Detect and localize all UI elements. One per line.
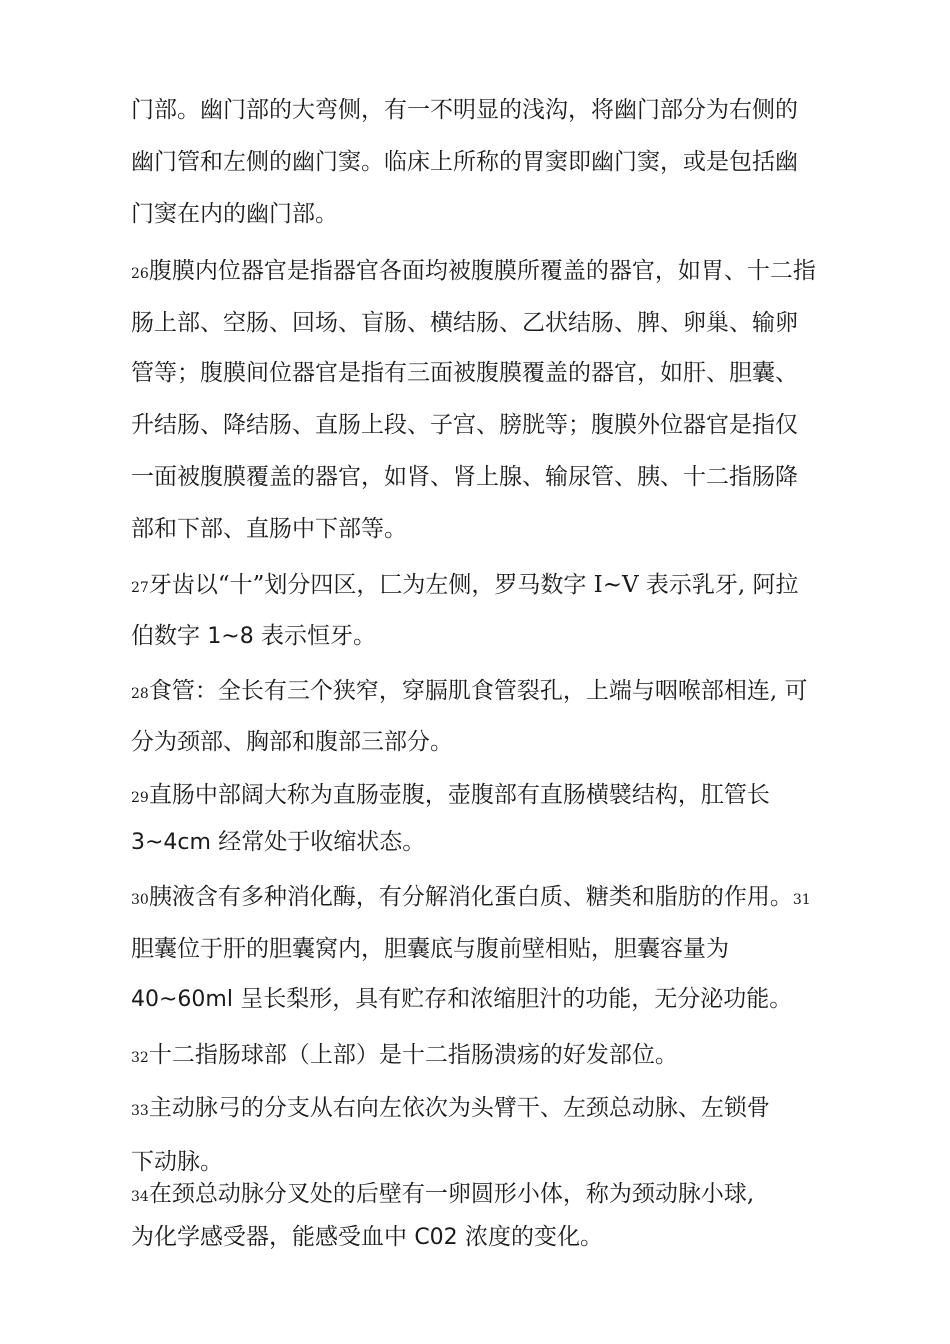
item-number: 27 [131,580,149,596]
text-line: 门部。幽门部的大弯侧，有一不明显的浅沟，将幽门部分为右侧的 [131,97,798,123]
text-line: 下动脉。 [131,1149,223,1175]
item-34-line: 34在颈总动脉分叉处的后壁有一卵圆形小体，称为颈动脉小球, [131,1181,755,1207]
item-30-line: 30胰液含有多种消化酶，有分解消化蛋白质、糖类和脂肪的作用。31 [131,884,811,910]
item-33-line: 33主动脉弓的分支从右向左依次为头臂干、左颈总动脉、左锁骨 [131,1095,770,1121]
item-number: 28 [131,686,149,702]
item-number: 30 [131,892,149,908]
text-line: 胆囊位于肝的胆囊窝内，胆囊底与腹前壁相贴，胆囊容量为 [131,936,729,962]
text-line: 管等；腹膜间位器官是指有三面被腹膜覆盖的器官，如肝、胆囊、 [131,360,798,386]
text-line: 肠上部、空肠、回场、盲肠、横结肠、乙状结肠、脾、卵巢、输卵 [131,310,798,336]
item-27-line: 27牙齿以“十”划分四区，匚为左侧，罗马数字 I~V 表示乳牙, 阿拉 [131,572,799,598]
item-number: 26 [131,266,149,282]
item-number: 32 [131,1050,149,1066]
text-line: 门窦在内的幽门部。 [131,201,338,227]
text-line: 3~4cm 经常处于收缩状态。 [131,829,426,855]
item-number: 33 [131,1103,149,1119]
item-29-line: 29直肠中部阔大称为直肠壶腹，壶腹部有直肠横襞结构，肛管长 [131,782,770,808]
text-line: 40~60ml 呈长梨形，具有贮存和浓缩胆汁的功能，无分泌功能。 [131,986,793,1012]
item-number: 29 [131,790,149,806]
item-28-line: 28食管：全长有三个狭窄，穿膈肌食管裂孔，上端与咽喉部相连, 可 [131,678,808,704]
text-line: 伯数字 1~8 表示恒牙。 [131,623,377,649]
text-line: 为化学感受器，能感受血中 C02 浓度的变化。 [131,1224,603,1250]
text-line: 分为颈部、胸部和腹部三部分。 [131,729,453,755]
item-32-line: 32十二指肠球部（上部）是十二指肠溃疡的好发部位。 [131,1042,678,1068]
text-line: 幽门管和左侧的幽门窦。临床上所称的胃窦即幽门窦，或是包括幽 [131,149,798,175]
text-line: 升结肠、降结肠、直肠上段、子宫、膀胱等；腹膜外位器官是指仅 [131,412,798,438]
item-number: 34 [131,1189,149,1205]
text-line: 部和下部、直肠中下部等。 [131,516,407,542]
text-line: 一面被腹膜覆盖的器官，如肾、肾上腺、输尿管、胰、十二指肠降 [131,464,798,490]
item-26-line: 26腹膜内位器官是指器官各面均被腹膜所覆盖的器官，如胃、十二指 [131,258,816,284]
item-number: 31 [792,892,811,908]
